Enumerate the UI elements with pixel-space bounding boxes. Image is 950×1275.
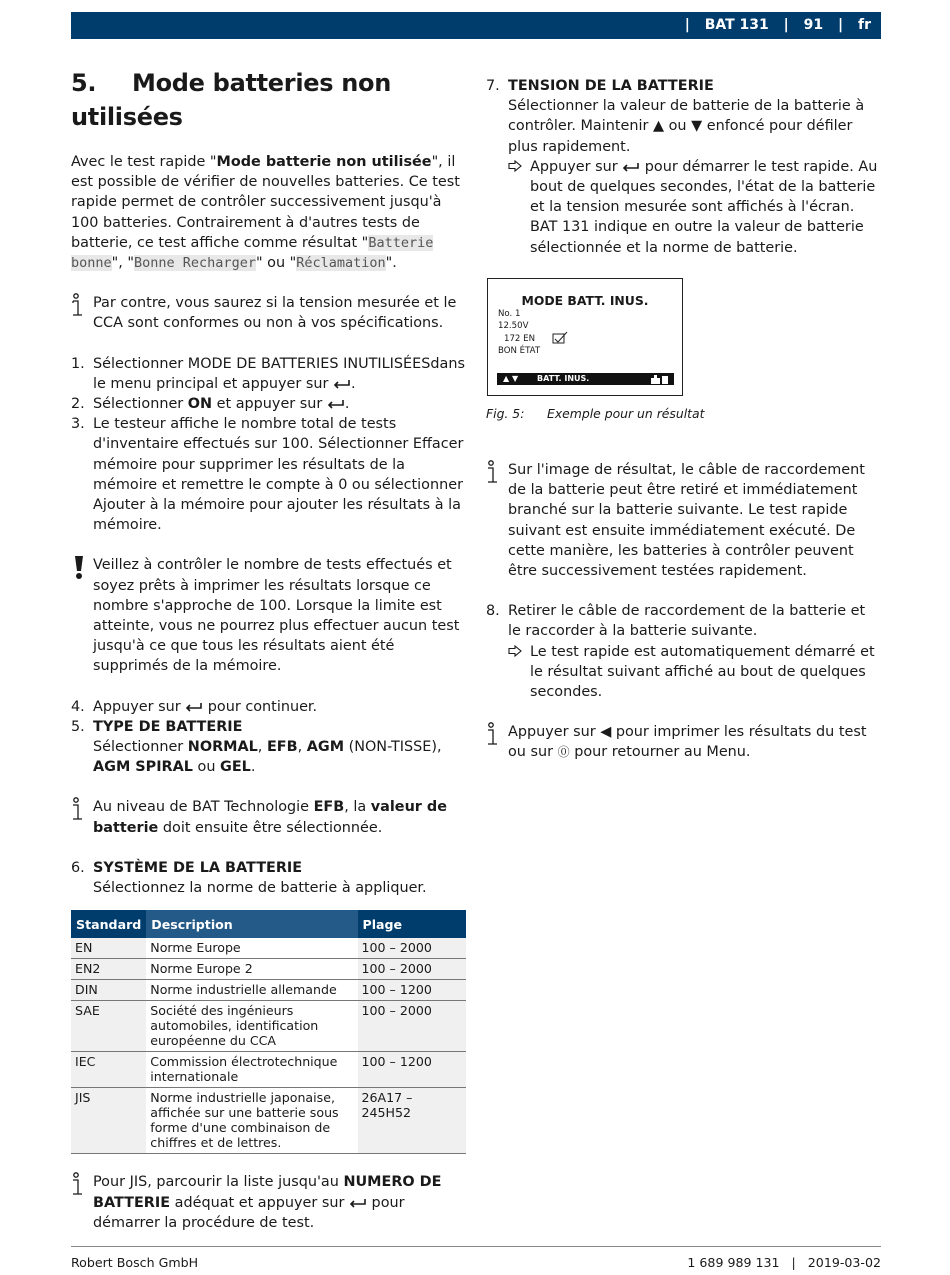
step-number: 2.: [71, 396, 85, 413]
intro-bold: Mode batterie non utilisée: [216, 154, 432, 170]
step-text: ,: [257, 739, 267, 756]
footer-company: Robert Bosch GmbH: [71, 1255, 199, 1270]
result-code: Bonne Recharger: [134, 255, 256, 272]
list-item: [71, 354, 466, 394]
step-number: 5.: [71, 718, 85, 735]
step-number: 7.: [486, 78, 500, 94]
step-bold: AGM SPIRAL: [93, 759, 193, 776]
intro-text: ".: [385, 255, 397, 272]
list-item: [71, 394, 466, 414]
note-text: , la: [344, 799, 371, 816]
note-text: Au niveau de BAT Technologie: [93, 799, 314, 816]
step-number: 1.: [71, 355, 85, 372]
list-item: [71, 414, 466, 535]
screen-bar-label: BATT. INUS.: [537, 373, 590, 383]
intro-paragraph: [71, 152, 466, 273]
step-bold: EFB: [266, 739, 298, 756]
result-text: Le test rapide est automatiquement démarré et le résultat suivant affiché au bout de quelques secondes.: [530, 643, 875, 701]
table-cell: Norme industrielle allemande: [146, 980, 357, 1001]
list-item: [71, 858, 466, 898]
step-text: Le testeur affiche le nombre total de tests d'inventaire effectués sur 100. Sélectionner Effacer mémoire pour supprimer les résultats de la mémoire et remettre le compte à 0 ou sélectionner Ajouter à la mémoire pour ajouter les résultats à la mémoire.: [93, 416, 464, 534]
step-text: Sélectionner: [93, 396, 188, 413]
header-bar: [71, 12, 881, 39]
table-cell: 100 – 1200: [358, 1052, 467, 1088]
screen-line: 12.50V: [498, 320, 529, 331]
step-text: Retirer le câble de raccordement de la batterie et le raccorder à la batterie suivante.: [508, 603, 866, 640]
note-bold: NUMERO DE BATTERIE: [93, 1174, 442, 1211]
right-column: [486, 76, 881, 763]
battery-printer-icon: [650, 374, 670, 384]
table-cell: Commission électrotechnique internationale: [146, 1052, 357, 1088]
step-text: .: [344, 396, 350, 413]
section-title: [71, 66, 466, 134]
column-header: Plage: [358, 910, 467, 938]
left-column: [71, 66, 466, 1233]
intro-text: " ou ": [255, 255, 297, 272]
column-header: Standard: [71, 910, 146, 938]
footer-doc-number: 1 689 989 131: [687, 1255, 780, 1270]
result-text: pour démarrer le test rapide. Au bout de quelques secondes, l'état de la batterie et la tension mesurée sont affichés à l'écran. BAT 131 indique en outre la valeur de batterie sélectionnée et la norme de batterie.: [530, 158, 878, 256]
figure-caption-text: Exemple pour un résultat: [547, 405, 705, 421]
screen-title: MODE BATT. INUS.: [521, 292, 649, 308]
list-item: [486, 76, 881, 258]
enter-key-icon: [185, 702, 203, 712]
table-header-row: [71, 910, 466, 938]
table-row: [71, 1088, 466, 1154]
table-row: [71, 1001, 466, 1052]
steps-list: [71, 354, 466, 536]
screen-status-bar: [497, 373, 674, 385]
step-heading: TYPE DE BATTERIE: [93, 718, 243, 735]
intro-text: ", ": [111, 255, 135, 272]
step-text: Sélectionner la valeur de batterie de la batterie à contrôler. Maintenir ▲ ou ▼ enfoncé pour défiler plus rapidement.: [508, 98, 865, 155]
info-note-text: [93, 1172, 466, 1233]
info-note: [71, 293, 466, 333]
steps-list: [71, 697, 466, 778]
table-row: [71, 1052, 466, 1088]
info-icon: [71, 1172, 87, 1198]
step-number: 4.: [71, 698, 85, 715]
result-code: Réclamation: [296, 255, 386, 272]
step-text: pour continuer.: [203, 698, 318, 715]
table-cell: Société des ingénieurs automobiles, identification européenne du CCA: [146, 1001, 357, 1052]
step-bold: ON: [187, 396, 213, 413]
step-text: .: [350, 375, 356, 392]
checkmark-box-icon: [552, 331, 570, 345]
section-title-text: Mode batteries non utilisées: [71, 69, 392, 131]
result-code: Batterie bonne: [71, 234, 434, 272]
info-note: [71, 1172, 466, 1233]
step-text: Sélectionner MODE DE BATTERIES INUTILISÉESdans le menu principal et appuyer sur: [93, 355, 465, 392]
screen-line: No. 1: [498, 308, 521, 319]
note-text: pour retourner au Menu.: [569, 744, 751, 761]
step-bold: GEL: [220, 759, 251, 776]
info-icon: [486, 722, 502, 748]
note-text: adéquat et appuyer sur: [170, 1194, 349, 1211]
steps-list: [71, 858, 466, 898]
result-item: [508, 642, 881, 703]
note-bold: EFB: [313, 799, 345, 816]
screen-line: BON ÉTAT: [498, 345, 541, 356]
battery-standards-table: [71, 910, 466, 1154]
device-screen-figure: [487, 278, 683, 396]
step-text: .: [250, 759, 256, 776]
step-text: Sélectionner: [93, 739, 188, 756]
step-bold: AGM: [306, 739, 345, 756]
header-language: fr: [858, 17, 871, 33]
info-icon: [71, 293, 87, 319]
info-note: [71, 797, 466, 837]
step-text: ou: [192, 759, 221, 776]
note-text: Pour JIS, parcourir la liste jusqu'au: [93, 1174, 344, 1191]
table-row: [71, 938, 466, 959]
table-cell: 100 – 1200: [358, 980, 467, 1001]
table-cell: Norme industrielle japonaise, affichée sur une batterie sous forme d'une combinaison de chiffres et de lettres.: [146, 1088, 357, 1154]
steps-list: [486, 601, 881, 702]
intro-text: Avec le test rapide ": [71, 154, 217, 170]
note-text: Appuyer sur ◀ pour imprimer les résultats du test ou sur: [508, 724, 867, 761]
note-text: doit ensuite être sélectionnée.: [158, 819, 383, 836]
info-note: [486, 460, 881, 581]
header-product: BAT 131: [704, 17, 769, 33]
info-icon: [486, 460, 502, 486]
scroll-arrows-icon: ▲ ▼: [503, 373, 519, 383]
power-icon: ⓪: [557, 745, 570, 760]
step-number: 3.: [71, 416, 85, 433]
result-arrow-icon: [508, 645, 522, 657]
table-cell: Norme Europe 2: [146, 959, 357, 980]
table-cell: SAE: [71, 1001, 146, 1052]
step-text: et appuyer sur: [212, 396, 327, 413]
table-cell: DIN: [71, 980, 146, 1001]
step-heading: SYSTÈME DE LA BATTERIE: [93, 859, 303, 876]
info-note-text: Par contre, vous saurez si la tension mesurée et le CCA sont conformes ou non à vos spécifications.: [93, 295, 457, 332]
table-cell: JIS: [71, 1088, 146, 1154]
step-number: 8.: [486, 603, 500, 620]
figure-number: Fig. 5:: [486, 405, 525, 421]
step-text: Sélectionnez la norme de batterie à appliquer.: [93, 880, 427, 897]
list-item: [71, 717, 466, 778]
step-text: Appuyer sur: [93, 698, 186, 715]
header-page-number: 91: [803, 17, 824, 33]
warning-text: Veillez à contrôler le nombre de tests effectués et soyez prêts à imprimer les résultats lorsque ce nombre s'approche de 100. Lorsque la limite est atteinte, vous ne pourrez plus effectuer aucun test jusqu'à ce que tous les résultats aient été supprimés de la mémoire.: [93, 557, 460, 675]
table-cell: 26A17 – 245H52: [358, 1088, 467, 1154]
header-sep: |: [838, 17, 844, 33]
info-note-text: Sur l'image de résultat, le câble de raccordement de la batterie peut être retiré et immédiatement branché sur la batterie suivante. Le test rapide suivant est ensuite immédiatement exécuté. De cette manière, les batteries à contrôler peuvent être successivement testées rapidement.: [508, 462, 865, 580]
table-cell: EN: [71, 938, 146, 959]
table-row: [71, 980, 466, 1001]
enter-key-icon: [327, 399, 345, 409]
enter-key-icon: [349, 1198, 367, 1208]
info-note-text: [93, 797, 466, 837]
warning-note: [71, 555, 466, 676]
table-cell: EN2: [71, 959, 146, 980]
column-header: Description: [146, 910, 357, 938]
table-cell: 100 – 2000: [358, 959, 467, 980]
info-note-text: [508, 722, 881, 762]
header-sep: |: [783, 17, 789, 33]
footer-meta: [687, 1253, 881, 1273]
table-cell: Norme Europe: [146, 938, 357, 959]
enter-key-icon: [333, 379, 351, 389]
intro-text: ", il est possible de vérifier de nouvelles batteries. Ce test rapide permet de contrôler successivement jusqu'à 100 batteries. Contrairement à d'autres tests de batterie, ce test affiche comme résultat ": [71, 154, 460, 251]
step-bold: NORMAL: [187, 739, 258, 756]
figure-caption: [486, 404, 881, 424]
list-item: [486, 601, 881, 702]
table-cell: 100 – 2000: [358, 938, 467, 959]
header-sep: |: [684, 17, 690, 33]
table-row: [71, 959, 466, 980]
result-item: [508, 157, 881, 258]
step-text: ,: [297, 739, 307, 756]
steps-list: [486, 76, 881, 258]
step-number: 6.: [71, 859, 85, 876]
result-text: Appuyer sur: [530, 158, 623, 175]
note-bold: valeur de batterie: [93, 799, 447, 836]
screen-line: 172 EN: [504, 333, 535, 344]
enter-key-icon: [622, 162, 640, 172]
section-number: 5.: [71, 69, 97, 97]
result-arrow-icon: [508, 160, 522, 172]
table-cell: 100 – 2000: [358, 1001, 467, 1052]
info-note: [486, 722, 881, 762]
footer-sep: |: [791, 1255, 796, 1270]
footer-date: 2019-03-02: [807, 1255, 881, 1270]
step-heading: TENSION DE LA BATTERIE: [508, 78, 714, 94]
table-cell: IEC: [71, 1052, 146, 1088]
step-text: (NON-TISSE),: [344, 739, 442, 756]
note-text: pour démarrer la procédure de test.: [93, 1194, 405, 1231]
footer-divider: [71, 1246, 881, 1247]
list-item: [71, 697, 466, 717]
info-icon: [71, 797, 87, 823]
warning-exclamation-icon: [71, 555, 87, 581]
